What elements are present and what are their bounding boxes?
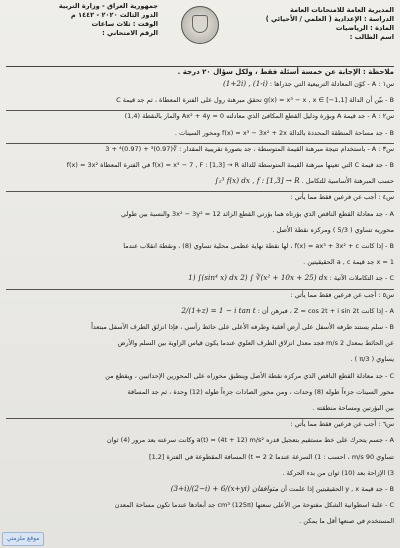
- header-left-block: [8, 2, 158, 38]
- question-line: [6, 323, 394, 332]
- header-line: جمهورية العراق - وزارة التربية: [58, 2, 158, 10]
- ministry-seal: [175, 6, 225, 46]
- exam-note: ملاحظة : الإجابة عن خمسة أسئلة فقط ، ولكل سؤال ٢٠ درجة .: [6, 66, 394, 78]
- math-expression: (3+i)/(2−i) + 6/(x+yi) متوافقان: [170, 484, 279, 493]
- header-line: الدور الثالث ٢٠٢٠ - ١٤٤٢ م: [70, 11, 158, 19]
- math-expression: (1+2i) , (1-i): [222, 79, 268, 88]
- question-line: [6, 436, 394, 445]
- question-text: B - جد قيمة C التي تعينها مبرهنة القيمة المتوسطة للدالة f(x) = x³ − 7 , F : [1,3] → R في الفترة المعطاة f(x) = 3x²: [66, 161, 394, 169]
- emblem-icon: [181, 6, 219, 44]
- question-text: B - سلم يستند طرفه الأسفل على أرض أفقية وطرفه الأعلى على حائط رأسي ، فإذا انزلق الطرف الأسفل مبتعداً: [91, 323, 394, 331]
- question-text: يساوي ( π/3 ) .: [350, 355, 394, 364]
- question-line: [6, 80, 394, 89]
- question-text: س٤ : أجب عن فرعين فقط مما يأتي :: [290, 193, 394, 202]
- header-line: المادة : الرياضيات: [335, 24, 394, 32]
- question-text: 3) الإزاحة بعد (10) ثوان من بدء الحركة .: [282, 468, 394, 477]
- question-line: [6, 193, 394, 202]
- question-text: محور السينات جزءاً طوله (8) وحدات ، ومن محور الصادات جزءاً طوله (12) وحدة ، ثم جد المسافة: [127, 387, 394, 396]
- header-line: الدراسة : الإعدادية ( العلمي / الأحيائي ): [265, 15, 394, 23]
- question-line: [6, 420, 394, 429]
- question-line: [6, 210, 394, 219]
- question-text: س٣ : A - باستخدام نتيجة مبرهنة القيمة المتوسطة ، جد بصورة تقريبية المقدار : ∛(0.97)³ + (0.97)⁴ + 3: [105, 144, 394, 153]
- section-divider: [6, 143, 394, 144]
- question-line: [6, 274, 394, 283]
- header-line: اسم الطالب :: [349, 33, 394, 41]
- math-expression: 1) ∫(sin⁴ x) dx 2) ∫ ∛(x² + 10x + 25) dx: [188, 273, 328, 283]
- question-line: [6, 242, 394, 251]
- section-divider: [6, 191, 394, 192]
- question-text: تساوي 90 m/s ، احسب : 1) السرعة عندما t = 2 2) المسافة المقطوعة في الفترة [1,2]: [149, 452, 394, 461]
- question-text: المستخدم في صنعها أقل ما يمكن .: [299, 517, 394, 526]
- question-line: [6, 226, 394, 235]
- section-divider: [6, 289, 394, 290]
- question-line: [6, 517, 394, 526]
- site-watermark: [2, 532, 46, 548]
- watermark-logo: موقع ملزمتي: [2, 532, 44, 546]
- section-divider: [6, 418, 394, 419]
- question-line: [6, 404, 394, 413]
- question-text: C - جد التكاملات الآتية :: [329, 274, 394, 283]
- question-line: [6, 161, 394, 170]
- question-text: س٢ : A - جد قيمة A وبؤرة ودليل القطع المكافئ الذي معادلته Ax² + 4y = 0 والمار بالنقطة (1,4): [124, 112, 394, 121]
- question-line: [6, 339, 394, 348]
- question-text: C - جد معادلة القطع الناقص الذي مركزه نقطة الأصل وينطبق محوراه على المحورين الإحداثيين ، ويقطع من: [105, 371, 394, 380]
- header-right-block: [244, 6, 394, 42]
- question-line: [6, 112, 394, 121]
- question-text: س١ : A - كوّن المعادلة التربيعية التي جذراها :: [269, 80, 394, 88]
- exam-header: [0, 0, 400, 66]
- question-line: [6, 96, 394, 105]
- question-text: B - جد مساحة المنطقة المحددة بالدالة f(x) = x³ − 3x² + 2x ومحور السينات .: [174, 128, 394, 137]
- question-text: B - إذا كانت f(x) = ax³ + 3x² + c ، لها نقطة نهاية عظمى محلية تساوي (8) ، ونقطة انقلاب عندما: [123, 242, 394, 250]
- question-line: [6, 145, 394, 154]
- header-line: الوقت : ثلاث ساعات: [91, 20, 158, 28]
- question-text: B - جد قيمة y , x الحقيقيتين إذا علمت أن: [280, 485, 394, 493]
- question-line: [6, 469, 394, 478]
- header-line: الرقم الامتحاني :: [102, 29, 158, 37]
- question-line: [6, 291, 394, 300]
- question-line: [6, 372, 394, 381]
- question-text: A - جسم يتحرك على خط مستقيم بتعجيل قدره a(t) = (4t + 12) m/s² وكانت سرعته بعد مرور (4) ثوان: [106, 436, 394, 445]
- question-text: بين البؤرتين ومساحة منطقته .: [312, 404, 394, 412]
- question-text: حسب المبرهنة الأساسية للتكامل .: [301, 177, 394, 186]
- question-line: [6, 177, 394, 186]
- question-text: A - جد معادلة القطع الناقص الذي بؤرتاه هما بؤرتي القطع الزائد 3x² − 3y² = 12 والنسبة بين طولي: [121, 209, 394, 218]
- question-line: [6, 307, 394, 316]
- question-text: عن الحائط بمعدل 2 m/s فجد معدل انزلاق الطرف العلوي عندما يكون قياس الزاوية بين السلم والأرض: [117, 339, 394, 348]
- question-line: [6, 129, 394, 138]
- question-text: محوريه تساوي ( 5/3 ) ومركزه نقطة الأصل .: [272, 225, 394, 234]
- question-text: C - علبة اسطوانية الشكل مفتوحة من الأعلى سعتها (125π) cm³ جد أبعادها عندما تكون مساحة المعدن: [114, 501, 394, 510]
- question-line: [6, 501, 394, 510]
- question-line: [6, 485, 394, 494]
- question-text: س٦ : أجب عن فرعين فقط مما يأتي :: [290, 420, 394, 429]
- question-text: x = 1 جد قيمة a , c الحقيقيتين .: [303, 258, 394, 267]
- math-expression: 2/(1+z) = 1 − i tan t: [181, 305, 256, 315]
- question-line: [6, 258, 394, 267]
- section-divider: [6, 110, 394, 111]
- question-text: B - بيّن أن الدالة g(x) = x³ − x , x ∈ [−1,1] تحقق مبرهنة رول على الفترة المعطاة ، ثم جد قيمة C: [116, 96, 394, 105]
- question-line: [6, 388, 394, 397]
- question-line: [6, 453, 394, 462]
- math-expression: ∫₁³ f(x) dx , f : [1,3] → R: [214, 176, 300, 186]
- header-line: المديرية العامة للامتحانات العامة: [290, 6, 394, 14]
- question-text: س٥ : أجب عن فرعين فقط مما يأتي :: [290, 290, 394, 299]
- question-line: [6, 355, 394, 364]
- question-text: A - إذا كانت Z = cos 2t + i sin 2t ، فبرهن أن :: [257, 306, 394, 315]
